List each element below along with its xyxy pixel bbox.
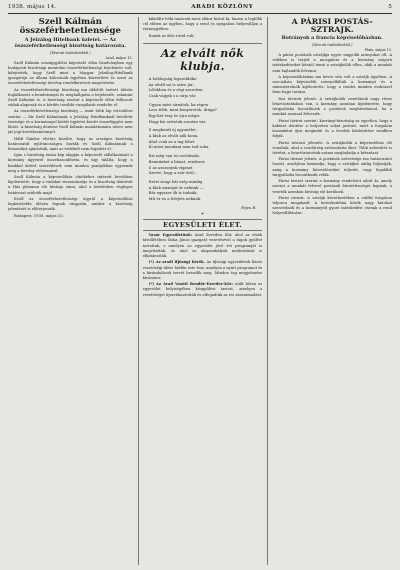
agency-note: (Távirati tudósítónktól.) bbox=[50, 50, 91, 55]
paper-name: ARADI KÖZLÖNY bbox=[191, 4, 254, 10]
poem-line: S az asszonyok vigaszt bbox=[148, 164, 193, 170]
club-news-item bbox=[143, 282, 263, 298]
section-title-egyesuleti: EGYESÜLETI ÉLET. bbox=[143, 219, 263, 231]
column-2 bbox=[138, 17, 263, 565]
item-text: múlt héten az egyesület helyiségében közgyűlést tartott, amelyen a vezetőséget újraválasztották és elfogadták az évi zárszámadást. bbox=[142, 282, 263, 297]
paragraph: Párisi távirat szerint a kormány rendeletet adott ki, amely szerint a munkát felvevő postások büntetlenséget kapnak, a vezetők azonban bíróság elé kerülnek. bbox=[272, 179, 392, 194]
paragraph: Hat távirati jelenti: A sztrájkolók vezetőinek nagy része letartóztatásban van, a kormány azonban kijelentette, hogy tárgyalásba bocsátkozik a postások megbízottaival, ha a munkát azonnal felveszik. bbox=[272, 96, 392, 117]
poem-stanza bbox=[149, 76, 263, 99]
paragraph: Az összeférhetetlenségi bizottság ma délelőtt tartott ülésén foglalkozott a beadvánnyal és meghallgatta a bejelentőt, valamint Szell Kálmánt is. A bizottság szerint a képviselő ellen felhozott vádak alaposak és a kérdés további vizsgálatát rendelte el. bbox=[8, 87, 133, 108]
article-headline-szell: Szell Kálmán összeférhetetlensége bbox=[19, 17, 121, 37]
poem-line: A klub mennyit ér nekünk — bbox=[148, 184, 204, 190]
column-1 bbox=[8, 17, 133, 565]
poem-stanza bbox=[149, 153, 263, 176]
poem-title: Az elvált nők klubja. bbox=[143, 43, 263, 73]
poem-line: Ki mást mondani nem tud soha. bbox=[148, 144, 210, 150]
paragraph: A képviselőházban ma heves vita volt a sztrájk ügyében. A szocialista képviselők interpellálták a kormányt és a miniszterelnök kijelentette, hogy a rendet minden eszközzel fenn fogja tartani. bbox=[272, 74, 392, 95]
paragraph: Igen s bizottság tiszta kép alapján a képviselő vállalkozásait a kormány ügyeivel összehasonlította, és úgy találta, hogy a bankkal kötött szerződések nem minden pontjukban egyeznek meg a törvény előírásaival. bbox=[8, 153, 133, 173]
page-number: 5 bbox=[388, 4, 392, 10]
article-body-szell bbox=[8, 61, 133, 219]
paragraph: Szell Kálmán a képviselőház elnökéhez intézett levelében kijelentette, hogy a vádakat visszautasítja és a bizottság döntését a Ház plénuma elé kívánja vinni, ahol a kérdésben végleges határozat születik majd. bbox=[8, 175, 133, 195]
columns bbox=[8, 14, 392, 565]
poem-stanza bbox=[149, 102, 263, 125]
article-subhead-postas: Botrányok a francia képviselőházban. bbox=[281, 35, 383, 42]
continued-text bbox=[143, 17, 263, 39]
item-heading: (*) Az Arad Vasúti Rendőr-Ezredes-Kör: bbox=[148, 282, 236, 287]
paragraph: Párisi távirat: A sztrájk következtében a vidéki forgalom teljesen megakadt. A kereskedelmi körök nagy károkat szenvednek és a kormánytól gyors intézkedést várnak a rend helyreállítására. bbox=[272, 195, 392, 216]
item-text: Arad Ezredesi Kör, ahol az elnök távollétében Siska János igazgató vezetésével a tagok gyűlést tartottak, s amelyen az egyesület jövő évi programját is megvitatták, és ahol az alapszabályok módosítását is elhatározták. bbox=[142, 233, 263, 258]
item-text: Az ifjúsági egyesületek közös vezetőségi ülése hétfőn este lesz, amelyen a nyári programot és a kirándulások tervét beszélik meg. Minden tag megjelenése kívánatos. bbox=[142, 260, 263, 280]
article-headline-postas: A PÁRISI POSTÁS-SZTRAJK. bbox=[291, 17, 373, 35]
paragraph: Budapest, 1938. május 13. bbox=[14, 213, 64, 218]
poem-line: Ugyan mért sírnátok, ha régen bbox=[148, 101, 209, 107]
paragraph: Párisi távirati jelentés: A sztrájkolók a képviselőház elé vonultak, ahol a rendőrség szétoszlatta őket. Több sebesülés is történt, a letartóztatottak száma meghaladja a kétszázat. bbox=[272, 140, 392, 155]
poem-stanza bbox=[149, 127, 263, 150]
item-heading: Vasár Egyesületünk: bbox=[148, 233, 195, 238]
item-heading: (*) Az aradi ifjúsági körök. bbox=[148, 260, 207, 265]
poem-line: Egy-két évig és újra mégis bbox=[148, 113, 200, 118]
club-news-item bbox=[143, 233, 263, 259]
poem-line: A klub az elvált nők hona, bbox=[148, 133, 199, 139]
dateline: Páris, május 13. bbox=[364, 48, 392, 53]
poem-line: Lesz több, mint kenyeretek, drága? bbox=[148, 107, 217, 113]
paragraph: Ennek az ülés rövid volt. bbox=[148, 33, 195, 38]
paragraph: Párisi távirat jelenti: A postások szövetsége ma határozatot hozott, amelyben kimondja, hogy a sztrájkot addig folytatják, amíg a kormány követeléseiket teljesíti, vagy legalább tárgyalásba bocsátkozik velük. bbox=[272, 157, 392, 177]
paragraph: Az összeférhetetlenségi bizottság — mint több lap értesülése szerint — hír Szell Kálmánnak a Jelzálog Hitelbanknál betöltött tisztsége és a kormánnyal kötött ügyletei között összefüggést nem látott. A bizottság döntése Szell Kálmán mandátumára nézve nem jár jogi következménnyel. bbox=[8, 109, 133, 135]
separator-mark: ✶ bbox=[200, 211, 205, 217]
poem-signature: Fejes B. bbox=[241, 204, 257, 210]
issue-date: 1938. május 14. bbox=[8, 4, 57, 10]
poem-line: S megkezdi új agyonélet. bbox=[148, 127, 197, 133]
poem-line: Csak vágyik s a sírja vár. bbox=[148, 92, 197, 98]
paragraph: kiküldte lelki tanácsát most ekkor biztat ki, hiszen a legfőbb cél ebben az ügyben, hogy a rend és nyugalom helyreálljon a vármegyében. bbox=[142, 17, 263, 32]
poem-line: Mit ér ez a felejtés nekünk. bbox=[148, 195, 202, 201]
paragraph: Párisi távirat szerint: Korrányi-bizottság az egyetlen, hogy a kabinet döntése a helyzeten sokat javított, mert a forgalom lassanként újra megindul és a levelek kézbesítése rendben folyik. bbox=[272, 118, 392, 139]
column-3 bbox=[267, 17, 392, 565]
poem-line: Lélekben és a régi szerelem bbox=[148, 87, 203, 93]
masthead bbox=[8, 4, 392, 14]
poem-line: Szerte, hogy a szív örül... bbox=[148, 170, 198, 176]
dateline: Arad, május 13. bbox=[105, 55, 133, 60]
article-subhead-szell: A Jelzálog Hitelbank üzletei. — Az öszszeférhetlenségi bizottság határozata. bbox=[14, 37, 126, 49]
poem bbox=[143, 76, 263, 210]
poem-line: Hogy kis szívetek sorsára vár. bbox=[148, 118, 207, 124]
paragraph: Erről az összeférhetetlenségi ügyről a képviselőház legközelebbi ülésén fognak tárgyalni, amikor a bizottság jelentését is előterjesztik. bbox=[8, 196, 133, 212]
paragraph: Szell Kálmán országgyűlési képviselő ellen beadványban egy budapesti bizottsági mentelmi összeférhetlenségi bejelentés volt, kifejtették, hogy Szell mint a Magyar Jelzálog-Hitelbank igazgatója az állami kölcsönök ügyében közvetített és ezzel az összeférhetetlenségi törvény rendelkezéseit megsértette. bbox=[8, 60, 133, 86]
paragraph: A párisi postások sztrájkja egyre nagyobb arányokat ölt. A vidéken is terjed a mozgalom és a kormány szigorú intézkedéseket készül tenni a sztrájkolók ellen, akik a munkát nem hajlandók felvenni. bbox=[272, 53, 392, 73]
poem-line: Az elvált nő is szíve jár... bbox=[148, 81, 196, 87]
club-news-item bbox=[143, 260, 263, 281]
poem-stanzas bbox=[149, 76, 263, 202]
poem-line: A boldogság legszebbike: bbox=[148, 75, 198, 81]
club-news-items bbox=[143, 233, 263, 297]
poem-line: Bár egyszer ők is tudnák, bbox=[148, 190, 198, 196]
agency-note: (Távirati tudósítónktól.) bbox=[311, 43, 353, 48]
article-body-postas bbox=[272, 53, 392, 216]
poem-stanza bbox=[149, 179, 263, 202]
paragraph: Hálfi Sándor elvtárs közölte, hogy az országos bizottság határozatát nyilvánosságra hozták és Szell Kálmánnak a lemondást ajánlották, amit az érdekelt nem fogadott el. bbox=[8, 136, 133, 151]
poem-line: Bennünket a bánat, rendszer, bbox=[148, 158, 206, 164]
poem-line: Ahol csak az a tag lehet bbox=[148, 138, 195, 144]
poem-line: Ezért zengi hát szép mindig bbox=[148, 178, 203, 184]
poem-line: Ezt még van és cselekszik, bbox=[148, 153, 200, 159]
